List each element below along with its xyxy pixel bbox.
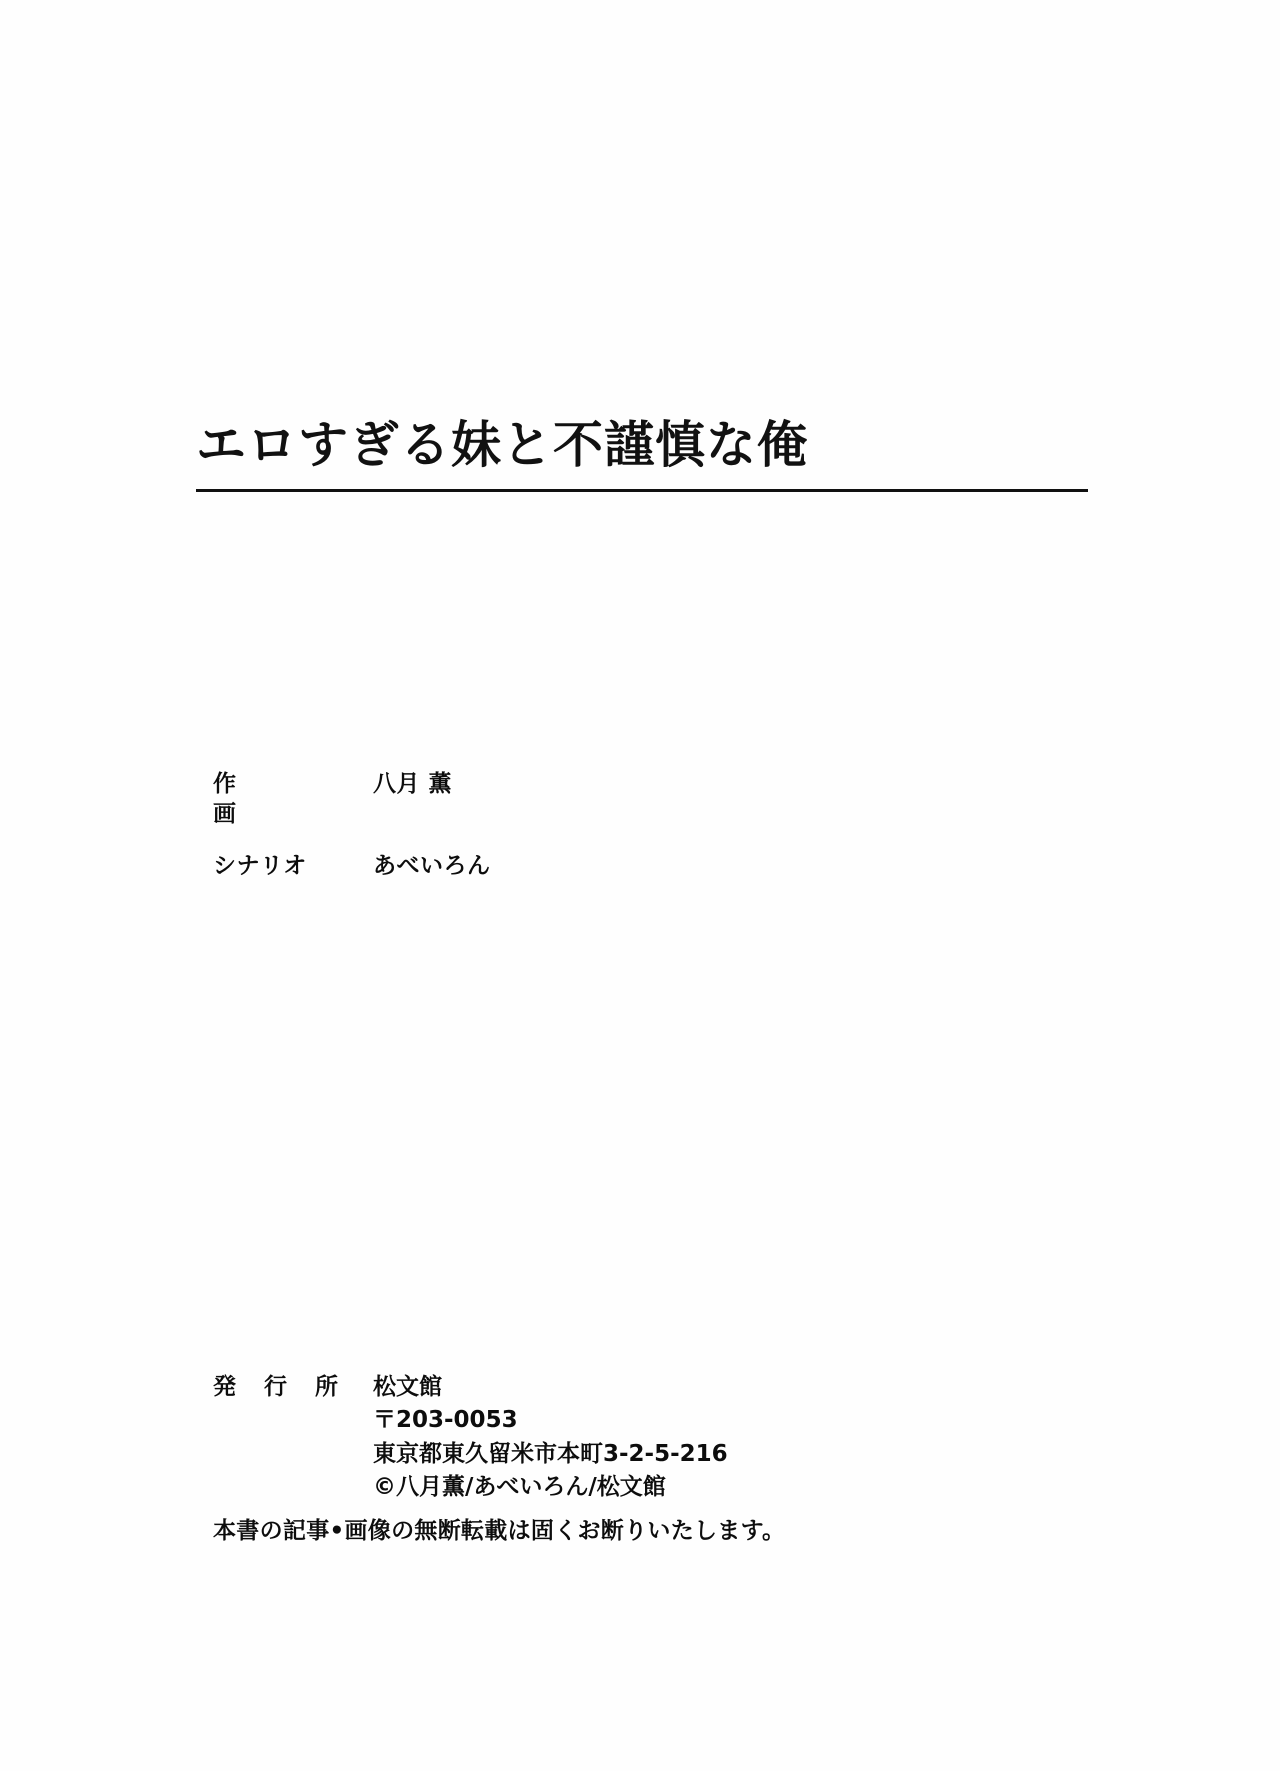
credits-list bbox=[213, 770, 913, 904]
publisher-postal-code: 〒203-0053 bbox=[373, 1407, 518, 1434]
credit-person-name: あべいろん bbox=[373, 852, 491, 879]
title-divider bbox=[196, 489, 1088, 492]
credit-role-label: シナリオ bbox=[213, 852, 307, 879]
reproduction-notice: 本書の記事•画像の無断転載は固くお断りいたします。 bbox=[213, 1518, 786, 1544]
page-title: エロすぎる妹と不謹慎な俺 bbox=[196, 416, 808, 474]
credit-person-name: 八月 薫 bbox=[373, 771, 453, 797]
publisher-block bbox=[213, 1368, 1013, 1504]
credit-row bbox=[213, 852, 913, 882]
title-block bbox=[196, 418, 1088, 492]
publisher-details bbox=[373, 1371, 728, 1504]
credit-role-label: 作 画 bbox=[213, 771, 336, 827]
publisher-header bbox=[213, 1368, 1013, 1504]
copyright-line: ©八月薫/あべいろん/松文館 bbox=[373, 1474, 666, 1501]
publisher-address: 東京都東久留米市本町3-2-5-216 bbox=[373, 1440, 728, 1467]
publisher-name: 松文館 bbox=[373, 1374, 442, 1400]
credit-row bbox=[213, 770, 913, 830]
publisher-label: 発 行 所 bbox=[213, 1374, 349, 1400]
